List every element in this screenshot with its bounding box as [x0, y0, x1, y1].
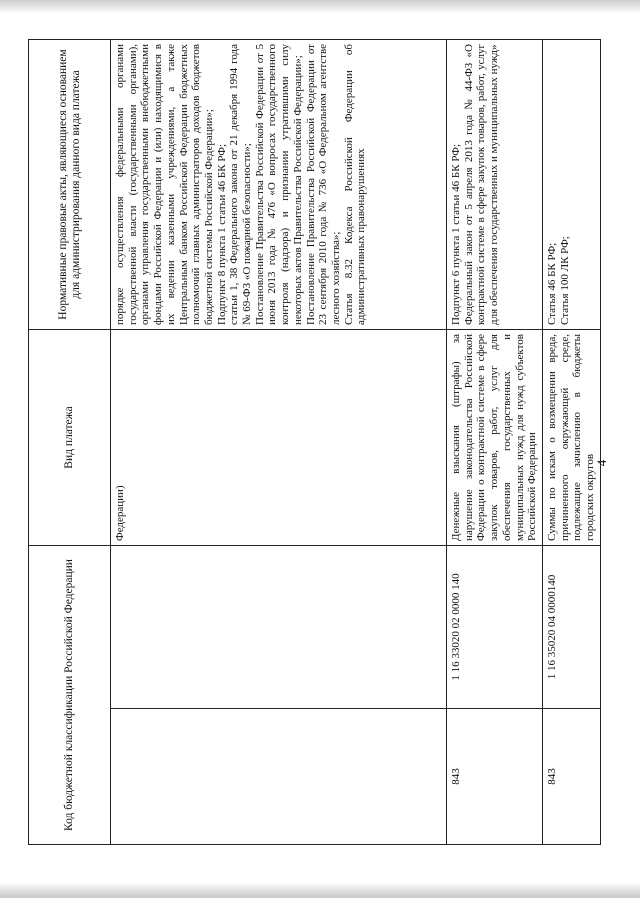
legal-line: Постановление Правительства Российской Федерации от 23 сентября 2010 года № 736 «О Федеральном агентстве лесного хозяйства»; — [304, 44, 342, 325]
legal-line: Постановление Правительства Российской Федерации от 5 июня 2013 года № 476 «О вопросах государственного контроля (надзора) и признании утратившими силу некоторых актов Правительства Российской Федерации»; — [253, 44, 304, 325]
rotated-document-sheet — [28, 40, 597, 845]
header-kbk: Код бюджетной классификации Российской Федерации — [29, 546, 111, 845]
table-header-row — [29, 40, 111, 845]
header-legal-basis: Нормативные правовые акты, являющиеся основанием для администрирования данного вида платежа — [29, 40, 111, 330]
cell-legal-basis — [111, 40, 447, 330]
scan-shadow-top — [0, 0, 640, 14]
legal-line: Федеральный закон от 5 апреля 2013 года № 44-ФЗ «О контрактной системе в сфере закупок товаров, работ, услуг для обеспечения государственных и муниципальных нужд» — [462, 44, 501, 325]
cell-admin-code — [111, 709, 447, 845]
legal-line: Подпункт 8 пункта 1 статьи 46 БК РФ; — [215, 143, 228, 325]
cell-legal-basis — [542, 40, 600, 330]
legal-line: статьи 1, 38 Федерального закона от 21 декабря 1994 года № 69-ФЗ «О пожарной безопасности»; — [228, 44, 254, 325]
cell-payment-type: Денежные взыскания (штрафы) за нарушение законодательства Российской Федерации о контрактной системе в сфере закупок товаров, работ, услуг для обеспечения государственных и муниципальных нужд для нужд субъектов Российской Федерации — [447, 330, 543, 546]
cell-kbk-code — [111, 546, 447, 709]
table-row — [111, 40, 447, 845]
table-row — [542, 40, 600, 845]
page-number: 4 — [594, 459, 609, 467]
table-row — [447, 40, 543, 845]
cell-admin-code: 843 — [447, 709, 543, 845]
cell-admin-code: 843 — [542, 709, 600, 845]
cell-legal-basis — [447, 40, 543, 330]
budget-classification-table — [28, 39, 601, 845]
cell-payment-type: Суммы по искам о возмещении вреда, причиненного окружающей среде, подлежащие зачислению в бюджеты городских округов — [542, 330, 600, 546]
legal-line: Подпункт 6 пункта 1 статьи 46 БК РФ; — [450, 143, 462, 325]
legal-line: Статья 46 БК РФ; — [545, 242, 558, 325]
cell-kbk-code: 1 16 33020 02 0000 140 — [447, 546, 543, 709]
legal-line: Статья 100 ЛК РФ; — [558, 236, 571, 325]
header-payment-type: Вид платежа — [29, 330, 111, 546]
cell-kbk-code: 1 16 35020 04 0000140 — [542, 546, 600, 709]
scan-shadow-bottom — [0, 882, 640, 898]
legal-line: Статья 8.32 Кодекса Российской Федерации об административных правонарушениях — [342, 44, 368, 325]
legal-line: порядке осуществления федеральными органами государственной власти (государственными органами), органами управления государственными внебюджетными фондами Российской Федерации и (или) находящимися в их ведении казенными учреждениями, а также Центральным банком Российской Федерации бюджетных полномочий главных администраторов доходов бюджетов бюджетной системы Российской Федерации»; — [114, 44, 215, 325]
cell-payment-type: Федерации) — [111, 330, 447, 546]
